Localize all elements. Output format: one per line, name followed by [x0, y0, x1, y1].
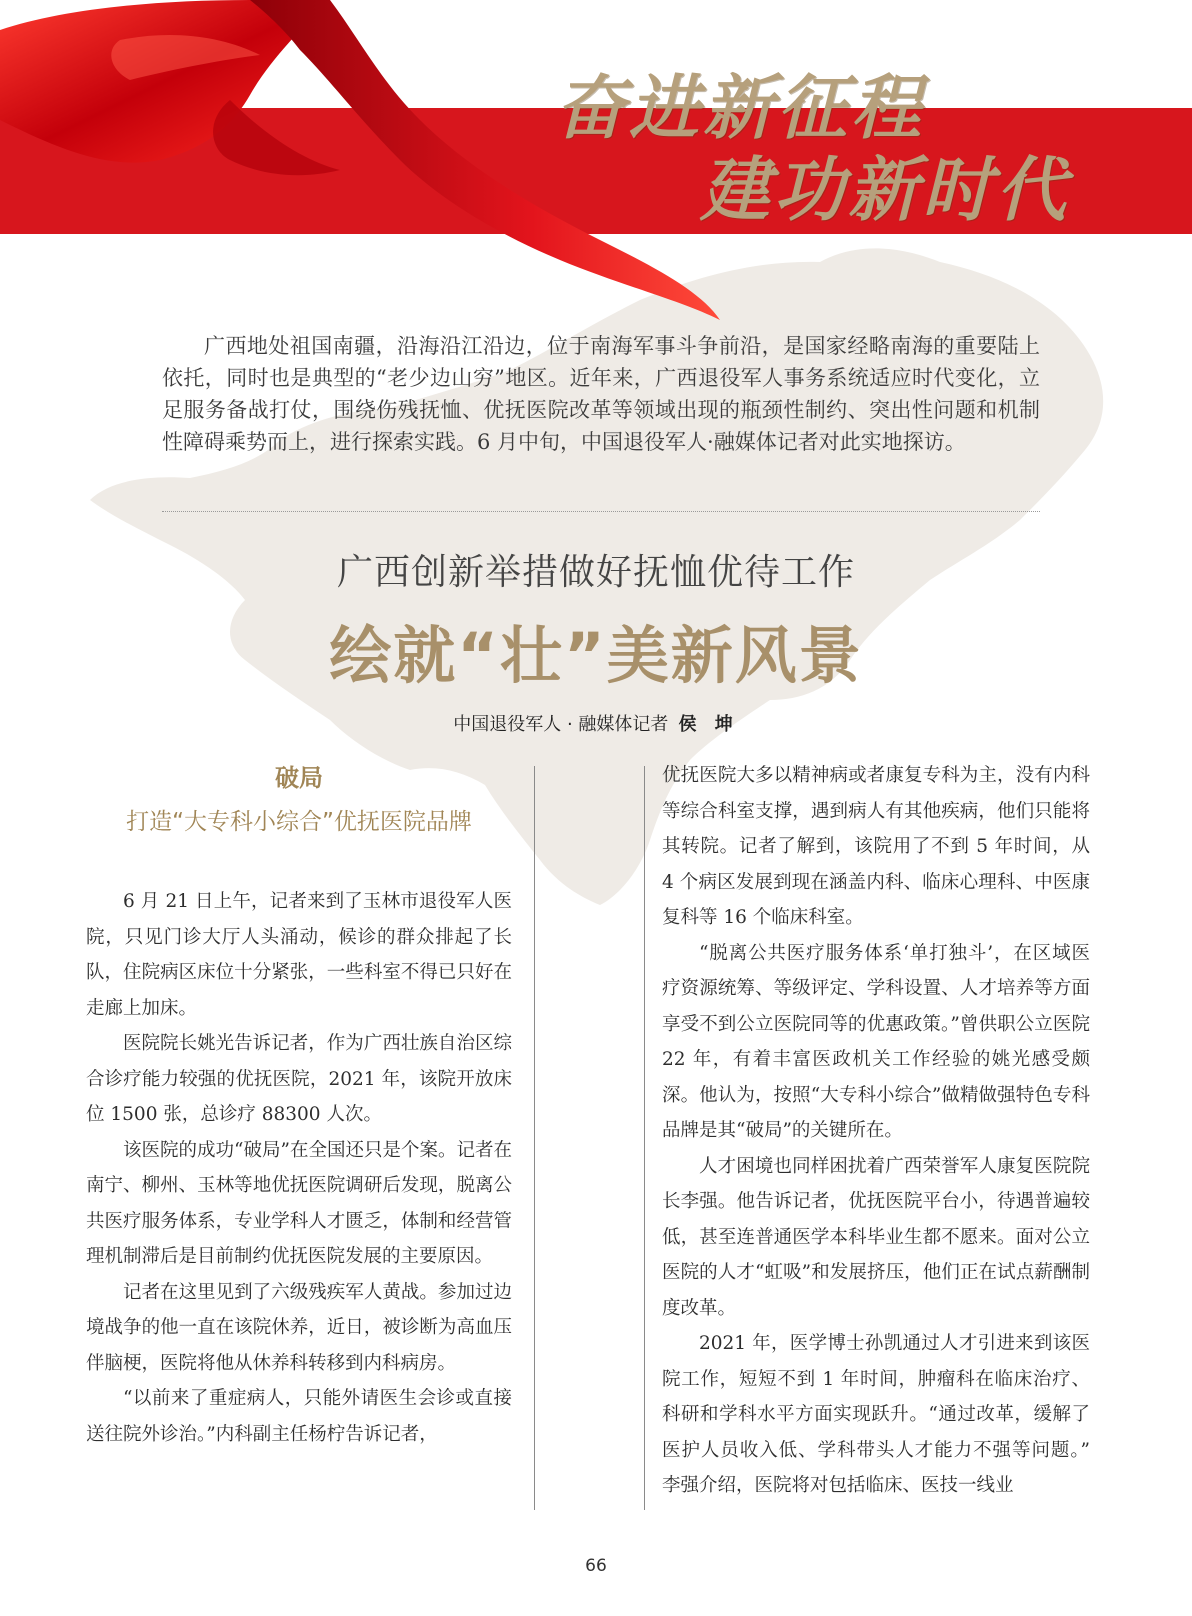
left-paragraph-4: 记者在这里见到了六级残疾军人黄战。参加过边境战争的他一直在该院休养，近日，被诊断为高血压伴脑梗，医院将他从休养科转移到内科病房。 — [86, 1281, 512, 1374]
left-paragraph-2: 医院院长姚光告诉记者，作为广西壮族自治区综合诊疗能力较强的优抚医院，2021 年，该院开放床位 1500 张，总诊疗 88300 人次。 — [86, 1033, 512, 1125]
intro-paragraph: 广西地处祖国南疆，沿海沿江沿边，位于南海军事斗争前沿，是国家经略南海的重要陆上依托，同时也是典型的“老少边山穷”地区。近年来，广西退役军人事务系统适应时代变化，立足服务备战打仗，围绕伤残抚恤、优抚医院改革等领域出现的瓶颈性制约、突出性问题和机制性障碍乘势而上，进行探索实践。6 月中旬，中国退役军人·融媒体记者对此实地探访。 — [162, 334, 1040, 454]
section-heading: 破局 — [275, 764, 323, 792]
byline — [0, 710, 1192, 736]
article-subtitle: 广西创新举措做好抚恤优待工作 — [336, 552, 855, 593]
column-rule-right — [644, 766, 645, 1510]
left-paragraph-5: “以前来了重症病人，只能外请医生会诊或直接送往院外诊治。”内科副主任杨柠告诉记者， — [86, 1388, 512, 1445]
byline-org: 中国退役军人 · 融媒体记者 — [453, 714, 669, 735]
right-paragraph-3: 人才困境也同样困扰着广西荣誉军人康复医院院长李强。他告诉记者，优抚医院平台小，待遇普遍较低，甚至连普通医学本科毕业生都不愿来。面对公立医院的人才“虹吸”和发展挤压，他们正在试点薪酬制度改革。 — [662, 1155, 1090, 1319]
left-paragraph-3: 该医院的成功“破局”在全国还只是个案。记者在南宁、柳州、玉林等地优抚医院调研后发现，脱离公共医疗服务体系，专业学科人才匮乏，体制和经营管理机制滞后是目前制约优抚医院发展的主要原因。 — [86, 1139, 512, 1267]
column-rule-left — [534, 766, 535, 1510]
left-column — [86, 758, 512, 1452]
section-subheading: 打造“大专科小综合”优抚医院品牌 — [126, 809, 472, 835]
article-title: 绘就“壮”美新风景 — [329, 619, 863, 692]
byline-author: 侯 坤 — [678, 714, 739, 735]
slogan-line-1: 奋进新征程 — [555, 66, 925, 149]
red-ribbon-decoration — [0, 0, 760, 330]
page-number: 66 — [585, 1556, 607, 1576]
right-paragraph-1: 优抚医院大多以精神病或者康复专科为主，没有内科等综合科室支撑，遇到病人有其他疾病，他们只能将其转院。记者了解到，该院用了不到 5 年时间，从 4 个病区发展到现在涵盖内科、临床心理科、中医康复科等 16 个临床科室。 — [662, 765, 1090, 928]
slogan-line-2: 建功新时代 — [700, 148, 1070, 231]
right-column — [662, 758, 1090, 1504]
left-paragraph-1: 6 月 21 日上午，记者来到了玉林市退役军人医院，只见门诊大厅人头涌动，候诊的群众排起了长队，住院病区床位十分紧张，一些科室不得已只好在走廊上加床。 — [86, 891, 512, 1019]
right-paragraph-4: 2021 年，医学博士孙凯通过人才引进来到该医院工作，短短不到 1 年时间，肿瘤科在临床治疗、科研和学科水平方面实现跃升。“通过改革，缓解了医护人员收入低、学科带头人才能力不强等问题。” 李强介绍，医院将对包括临床、医技一线业 — [662, 1333, 1090, 1496]
right-paragraph-2: “脱离公共医疗服务体系‘单打独斗’，在区域医疗资源统筹、等级评定、学科设置、人才培养等方面享受不到公立医院同等的优惠政策。”曾供职公立医院 22 年，有着丰富医政机关工作经验的姚光感受颇深。他认为，按照“大专科小综合”做精做强特色专科品牌是其“破局”的关键所在。 — [662, 942, 1090, 1141]
intro-divider — [162, 511, 1040, 512]
